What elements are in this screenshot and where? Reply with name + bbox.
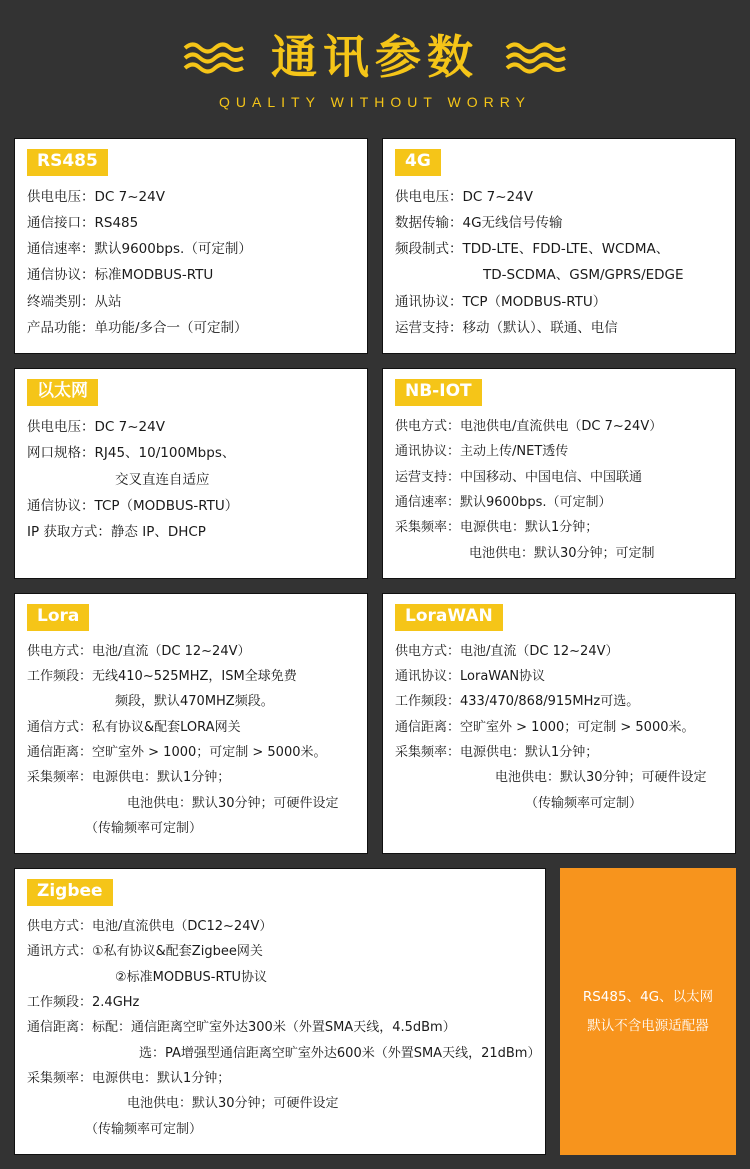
spec-label: 工作频段： — [27, 994, 93, 1010]
spec-line — [395, 715, 723, 740]
spec-line — [27, 414, 355, 440]
spec-label: 终端类别： — [27, 293, 95, 310]
spec-value: LoraWAN协议 — [460, 668, 546, 684]
spec-line — [27, 1066, 533, 1091]
spec-line — [395, 490, 723, 515]
card-title-ethernet: 以太网 — [27, 379, 98, 406]
spec-value: 空旷室外 > 1000；可定制 > 5000米。 — [92, 744, 327, 760]
spec-continuation: （传输频率可定制） — [85, 1121, 203, 1137]
spec-row-1 — [14, 138, 736, 354]
spec-value: TCP（MODBUS-RTU） — [462, 293, 607, 310]
spec-value: 433/470/868/915MHz可选。 — [460, 694, 640, 710]
spec-label: 数据传输： — [395, 214, 463, 231]
spec-line — [395, 210, 723, 236]
card-ethernet — [14, 368, 368, 579]
spec-label: 通信方式： — [27, 719, 93, 735]
spec-line — [395, 664, 723, 689]
note-line-1: RS485、4G、以太网 — [582, 989, 714, 1006]
spec-label: 通讯协议： — [395, 668, 461, 684]
spec-value: 电源供电：默认1分钟； — [460, 744, 599, 760]
spec-label: 通信协议： — [27, 497, 95, 514]
spec-value: 单功能/多合一（可定制） — [94, 320, 248, 337]
spec-value: 移动（默认）、联通、电信 — [462, 320, 618, 337]
spec-label: 工作频段： — [395, 694, 461, 710]
spec-spacer — [27, 546, 355, 560]
spec-line — [27, 184, 355, 210]
card-title-lorawan: LoraWAN — [395, 604, 503, 631]
card-title-nbiot: NB-IOT — [395, 379, 482, 406]
spec-label: 通信速率： — [395, 495, 461, 510]
note-box — [560, 868, 736, 1155]
spec-continuation: 频段，默认470MHZ频段。 — [115, 694, 274, 710]
spec-value: 从站 — [94, 293, 122, 310]
spec-row-3 — [14, 593, 736, 854]
spec-line — [395, 184, 723, 210]
spec-line — [27, 740, 355, 765]
spec-label: 通讯方式： — [27, 944, 93, 960]
spec-value: DC 7~24V — [94, 188, 165, 205]
spec-value: 电源供电：默认1分钟； — [92, 770, 231, 786]
spec-label: 采集频率： — [395, 520, 461, 536]
spec-label: 供电电压： — [27, 188, 95, 205]
spec-label: 采集频率： — [27, 1070, 93, 1086]
spec-line — [27, 765, 355, 790]
spec-line — [27, 440, 355, 466]
spec-line — [27, 493, 355, 519]
spec-label: IP 获取方式： — [27, 524, 111, 541]
spec-line — [27, 715, 355, 740]
spec-value: 电池/直流供电（DC12~24V） — [92, 918, 273, 934]
spec-value: 电池/直流（DC 12~24V） — [460, 643, 619, 659]
spec-label: 运营支持： — [395, 469, 461, 485]
page-subtitle: QUALITY WITHOUT WORRY — [219, 94, 531, 110]
spec-value: 4G无线信号传输 — [462, 214, 563, 231]
spec-line — [27, 210, 355, 236]
spec-label: 供电电压： — [395, 188, 463, 205]
wave-icon-right — [505, 40, 567, 74]
spec-continuation: 电池供电：默认30分钟；可硬件设定 — [495, 770, 707, 786]
spec-line — [27, 315, 355, 341]
spec-value: TCP（MODBUS-RTU） — [94, 497, 239, 514]
page-title: 通讯参数 — [271, 30, 479, 84]
spec-value: 电池/直流（DC 12~24V） — [92, 643, 251, 659]
card-nbiot — [382, 368, 736, 579]
spec-continuation: （传输频率可定制） — [85, 820, 203, 836]
spec-value: 标准MODBUS-RTU — [94, 267, 214, 284]
spec-continuation: 电池供电：默认30分钟；可硬件设定 — [127, 1096, 339, 1112]
spec-line — [27, 289, 355, 315]
spec-label: 供电方式： — [27, 643, 93, 659]
spec-label: 产品功能： — [27, 320, 95, 337]
card-title-rs485: RS485 — [27, 149, 108, 176]
spec-value: 电源供电：默认1分钟； — [92, 1070, 231, 1086]
spec-continuation: 选：PA增强型通信距离空旷室外达600米（外置SMA天线，21dBm） — [139, 1045, 541, 1061]
spec-row-2 — [14, 368, 736, 579]
spec-label: 网口规格： — [27, 445, 95, 462]
spec-value: ①私有协议&配套Zigbee网关 — [92, 944, 263, 960]
spec-value: 电源供电：默认1分钟； — [460, 520, 599, 536]
spec-line — [395, 315, 723, 341]
spec-label: 供电方式： — [27, 918, 93, 934]
spec-continuation: ②标准MODBUS-RTU协议 — [115, 969, 268, 985]
spec-line — [27, 639, 355, 664]
spec-value: 电池供电/直流供电（DC 7~24V） — [460, 418, 663, 434]
spec-value: DC 7~24V — [462, 188, 533, 205]
spec-value: 默认9600bps.（可定制） — [94, 241, 252, 258]
spec-label: 通信速率： — [27, 241, 95, 258]
card-4g — [382, 138, 736, 354]
spec-row-4 — [14, 868, 736, 1155]
spec-line — [27, 262, 355, 288]
spec-value: 2.4GHz — [92, 994, 140, 1010]
card-title-4g: 4G — [395, 149, 441, 176]
spec-label: 供电电压： — [27, 418, 95, 435]
spec-line — [395, 515, 723, 540]
spec-line — [395, 689, 723, 714]
spec-label: 通信接口： — [27, 214, 95, 231]
spec-value: DC 7~24V — [94, 418, 165, 435]
spec-line — [395, 439, 723, 464]
spec-line — [395, 639, 723, 664]
spec-continuation: （传输频率可定制） — [525, 795, 643, 811]
card-title-lora: Lora — [27, 604, 89, 631]
spec-grid — [0, 138, 750, 1169]
spec-value: 标配：通信距离空旷室外达300米（外置SMA天线，4.5dBm） — [92, 1020, 456, 1036]
card-title-zigbee: Zigbee — [27, 879, 113, 906]
spec-value: TDD-LTE、FDD-LTE、WCDMA、 — [462, 241, 670, 258]
spec-value: 私有协议&配套LORA网关 — [92, 719, 241, 735]
spec-line — [395, 740, 723, 765]
spec-continuation: TD-SCDMA、GSM/GPRS/EDGE — [483, 267, 684, 284]
card-lorawan — [382, 593, 736, 854]
spec-label: 工作频段： — [27, 668, 93, 684]
spec-value: 主动上传/NET透传 — [460, 444, 569, 460]
spec-line — [27, 914, 533, 939]
spec-value: 空旷室外 > 1000；可定制 > 5000米。 — [460, 719, 695, 735]
spec-value: RS485 — [94, 214, 139, 231]
spec-line — [27, 236, 355, 262]
spec-value: 无线410~525MHZ，ISM全球免费 — [92, 668, 297, 684]
spec-continuation: 电池供电：默认30分钟；可硬件设定 — [127, 795, 339, 811]
spec-continuation: 电池供电：默认30分钟；可定制 — [469, 545, 655, 561]
spec-label: 通信距离： — [27, 1020, 93, 1036]
spec-label: 通信协议： — [27, 267, 95, 284]
card-lora — [14, 593, 368, 854]
spec-line — [395, 465, 723, 490]
spec-label: 运营支持： — [395, 320, 463, 337]
spec-line — [395, 289, 723, 315]
page-header — [0, 0, 750, 138]
spec-label: 采集频率： — [27, 770, 93, 786]
spec-label: 供电方式： — [395, 418, 461, 434]
spec-line — [395, 236, 723, 262]
spec-label: 通信距离： — [27, 744, 93, 760]
spec-line — [27, 519, 355, 545]
note-line-2: 默认不含电源适配器 — [587, 1017, 709, 1034]
spec-line — [395, 414, 723, 439]
spec-line — [27, 1015, 533, 1040]
spec-label: 采集频率： — [395, 744, 461, 760]
spec-continuation: 交叉直连自适应 — [115, 471, 210, 488]
header-title-row — [183, 30, 567, 84]
spec-value: 默认9600bps.（可定制） — [460, 495, 612, 510]
spec-line — [27, 664, 355, 689]
spec-value: RJ45、10/100Mbps、 — [94, 445, 236, 462]
spec-value: 静态 IP、DHCP — [110, 524, 206, 541]
wave-icon-left — [183, 40, 245, 74]
spec-line — [27, 990, 533, 1015]
card-rs485 — [14, 138, 368, 354]
spec-label: 供电方式： — [395, 643, 461, 659]
spec-label: 通讯协议： — [395, 293, 463, 310]
card-zigbee — [14, 868, 546, 1155]
spec-label: 通讯协议： — [395, 444, 461, 460]
spec-line — [27, 939, 533, 964]
spec-value: 中国移动、中国电信、中国联通 — [460, 469, 643, 485]
spec-label: 频段制式： — [395, 241, 463, 258]
spec-label: 通信距离： — [395, 719, 461, 735]
